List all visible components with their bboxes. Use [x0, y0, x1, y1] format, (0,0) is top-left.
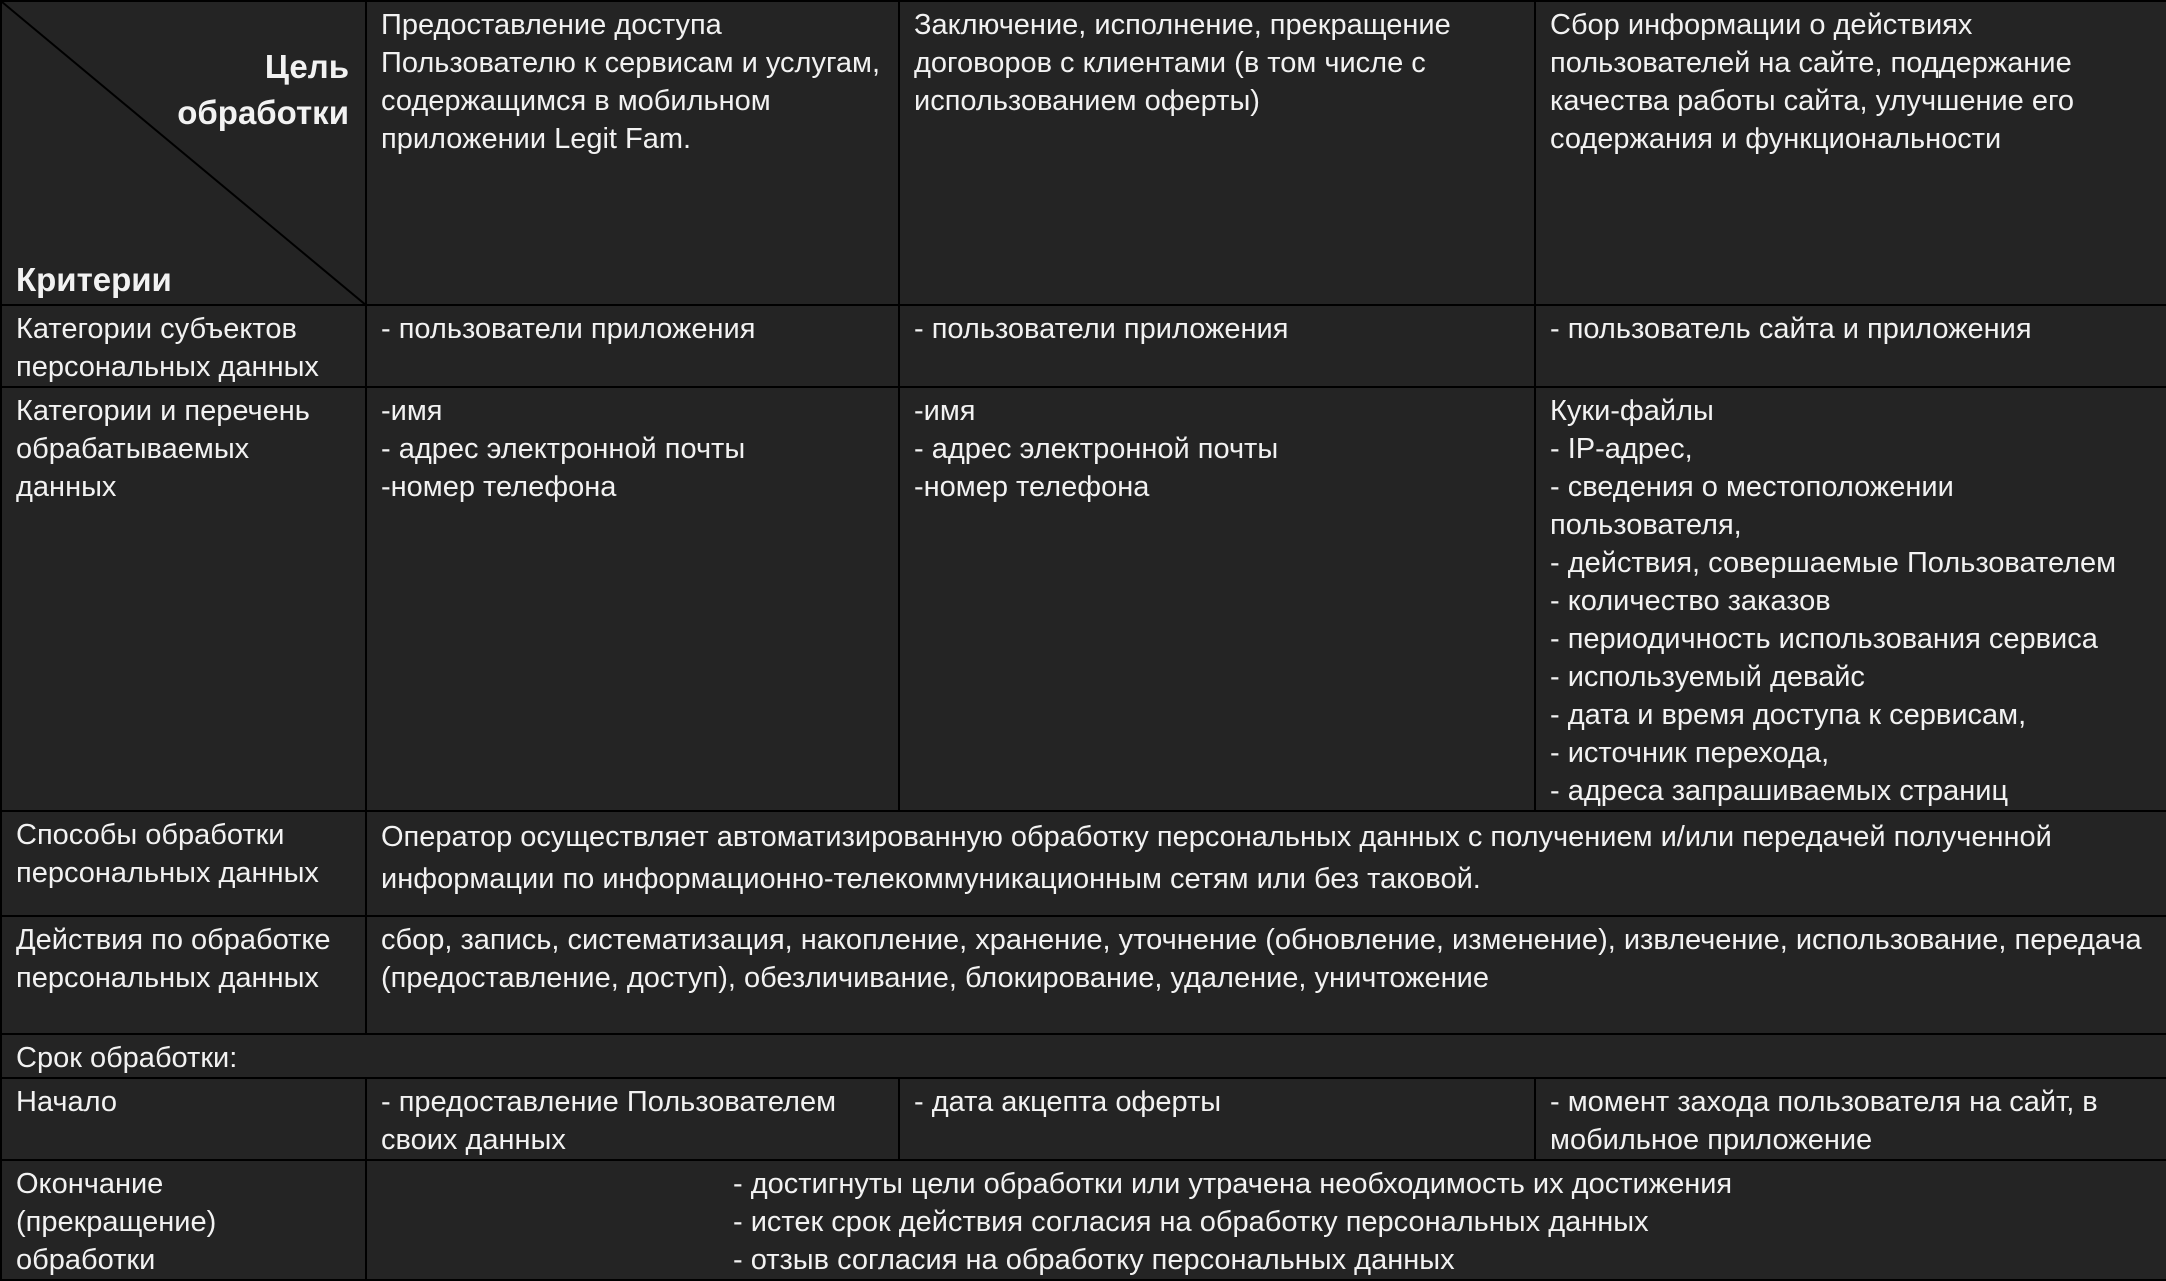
actions-cell: сбор, запись, систематизация, накопление, хранение, уточнение (обновление, изменение), извлечение, использование, передача (предоставление, доступ), обезличивание, блокирование, удаление, уничтожение — [366, 916, 2166, 1034]
table-row-period — [1, 1034, 2166, 1078]
end-cell — [366, 1160, 2166, 1280]
data-categories-cell-1 — [366, 387, 899, 811]
purpose-2-cell: Заключение, исполнение, прекращение договоров с клиентами (в том числе с использованием оферты) — [899, 1, 1535, 305]
goal-label-line1: Цель — [264, 48, 349, 85]
data-categories-cell-2 — [899, 387, 1535, 811]
purpose-3-cell: Сбор информации о действиях пользователей на сайте, поддержание качества работы сайта, улучшение его содержания и функциональности — [1535, 1, 2166, 305]
header-row — [1, 1, 2166, 305]
list-item: - количество заказов — [1550, 585, 1831, 617]
table-row-methods — [1, 811, 2166, 916]
row-label-end: Окончание (прекращение) обработки — [1, 1160, 366, 1280]
subjects-cell-3: - пользователь сайта и приложения — [1535, 305, 2166, 387]
purpose-1-cell: Предоставление доступа Пользователю к сервисам и услугам, содержащимся в мобильном приложении Legit Fam. — [366, 1, 899, 305]
list-item: -номер телефона — [914, 471, 1150, 503]
row-label-actions: Действия по обработке персональных данных — [1, 916, 366, 1034]
list-item: - адрес электронной почты — [381, 433, 746, 465]
list-item: - адрес электронной почты — [914, 433, 1279, 465]
list-item: - сведения о местоположении пользователя, — [1550, 471, 1962, 541]
methods-cell: Оператор осуществляет автоматизированную обработку персональных данных с получением и/или передачей полученной информации по информационно-телекоммуникационным сетям или без таковой. — [366, 811, 2166, 916]
data-categories-cell-3 — [1535, 387, 2166, 811]
list-item: - IP-адрес, — [1550, 433, 1693, 465]
list-item: -номер телефона — [381, 471, 617, 503]
start-cell-1: - предоставление Пользователем своих данных — [366, 1078, 899, 1160]
list-item: - источник перехода, — [1550, 737, 1830, 769]
list-item: - истек срок действия согласия на обработку персональных данных — [733, 1206, 1649, 1238]
goal-label-line2: обработки — [177, 94, 349, 131]
start-cell-3: - момент захода пользователя на сайт, в мобильное приложение — [1535, 1078, 2166, 1160]
list-item: Куки-файлы — [1550, 395, 1714, 427]
criteria-label: Критерии — [16, 261, 172, 298]
row-label-start: Начало — [1, 1078, 366, 1160]
list-item: - отзыв согласия на обработку персональных данных — [733, 1244, 1455, 1276]
list-item: - дата и время доступа к сервисам, — [1550, 699, 2027, 731]
header-corner-cell — [1, 1, 366, 305]
table-row-data-categories — [1, 387, 2166, 811]
list-item: -имя — [914, 395, 976, 427]
list-item: - адреса запрашиваемых страниц — [1550, 775, 2009, 807]
table-row-end — [1, 1160, 2166, 1280]
list-item: - действия, совершаемые Пользователем — [1550, 547, 2117, 579]
subjects-cell-1: - пользователи приложения — [366, 305, 899, 387]
subjects-cell-2: - пользователи приложения — [899, 305, 1535, 387]
table-row-actions — [1, 916, 2166, 1034]
row-label-subjects: Категории субъектов персональных данных — [1, 305, 366, 387]
table-row-subjects — [1, 305, 2166, 387]
list-item: - периодичность использования сервиса — [1550, 623, 2098, 655]
period-heading: Срок обработки: — [1, 1034, 2166, 1078]
start-cell-2: - дата акцепта оферты — [899, 1078, 1535, 1160]
goal-label — [177, 44, 349, 136]
row-label-data-categories: Категории и перечень обрабатываемых данных — [1, 387, 366, 811]
list-item: -имя — [381, 395, 443, 427]
list-item: - достигнуты цели обработки или утрачена необходимость их достижения — [733, 1168, 1733, 1200]
list-item: - используемый девайс — [1550, 661, 1865, 693]
row-label-methods: Способы обработки персональных данных — [1, 811, 366, 916]
table-row-start — [1, 1078, 2166, 1160]
